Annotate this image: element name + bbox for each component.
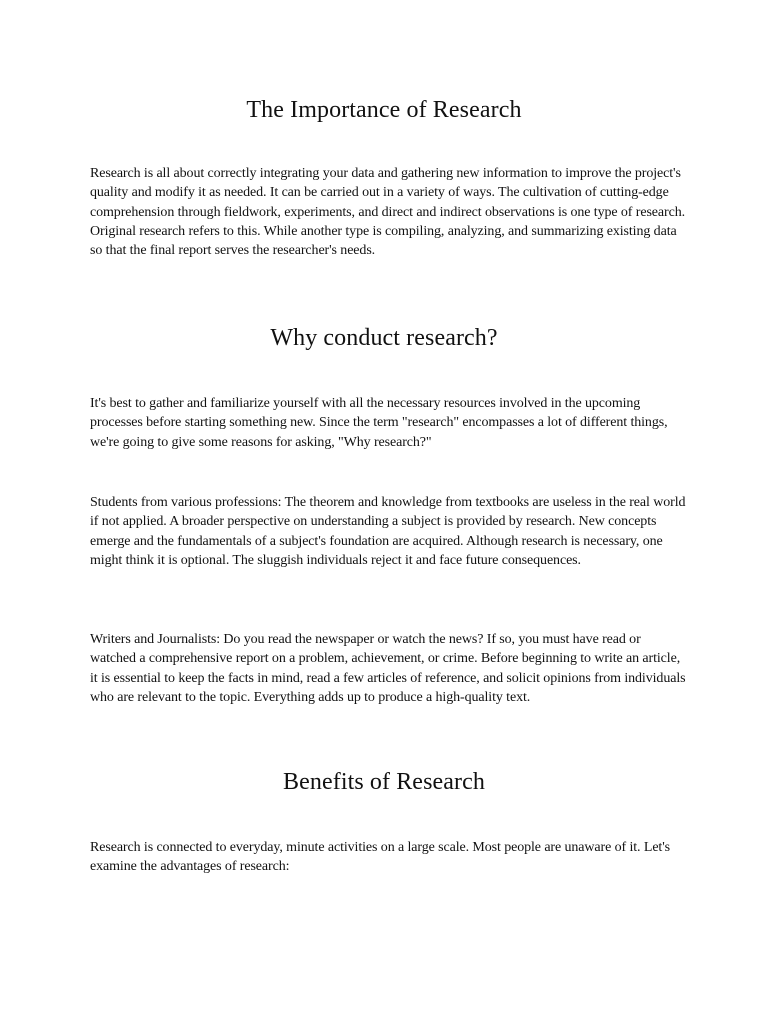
paragraph-benefits-intro: Research is connected to everyday, minute activities on a large scale. Most people are unaware of it. Let's examine the advantages of research:	[90, 840, 670, 875]
heading-why-conduct-research: Why conduct research?	[270, 325, 498, 351]
paragraph-why-research-intro: It's best to gather and familiarize yourself with all the necessary resources involved in the upcoming processes before starting something new. Since the term "research" encompasses a lot of different things, we're going to give some reasons for asking, "Why research?"	[90, 396, 668, 450]
heading-importance-of-research: The Importance of Research	[246, 97, 522, 123]
paragraph-writers-journalists: Writers and Journalists: Do you read the newspaper or watch the news? If so, you must have read or watched a comprehensive report on a problem, achievement, or crime. Before beginning to write an article, it is essential to keep the facts in mind, read a few articles of reference, and solicit opinions from individuals who are relevant to the topic. Everything adds up to produce a high-quality text.	[90, 632, 686, 705]
heading-benefits-of-research: Benefits of Research	[283, 769, 485, 795]
paragraph-students: Students from various professions: The theorem and knowledge from textbooks are useless in the real world if not applied. A broader perspective on understanding a subject is provided by research. New concepts emerge and the fundamentals of a subject's foundation are acquired. Although research is necessary, one might think it is optional. The sluggish individuals reject it and face future consequences.	[90, 495, 686, 568]
paragraph-research-definition: Research is all about correctly integrating your data and gathering new information to improve the project's quality and modify it as needed. It can be carried out in a variety of ways. The cultivation of cutting-edge comprehension through fieldwork, experiments, and direct and indirect observations is one type of research. Original research refers to this. While another type is compiling, analyzing, and summarizing existing data so that the final report serves the researcher's needs.	[90, 166, 685, 259]
